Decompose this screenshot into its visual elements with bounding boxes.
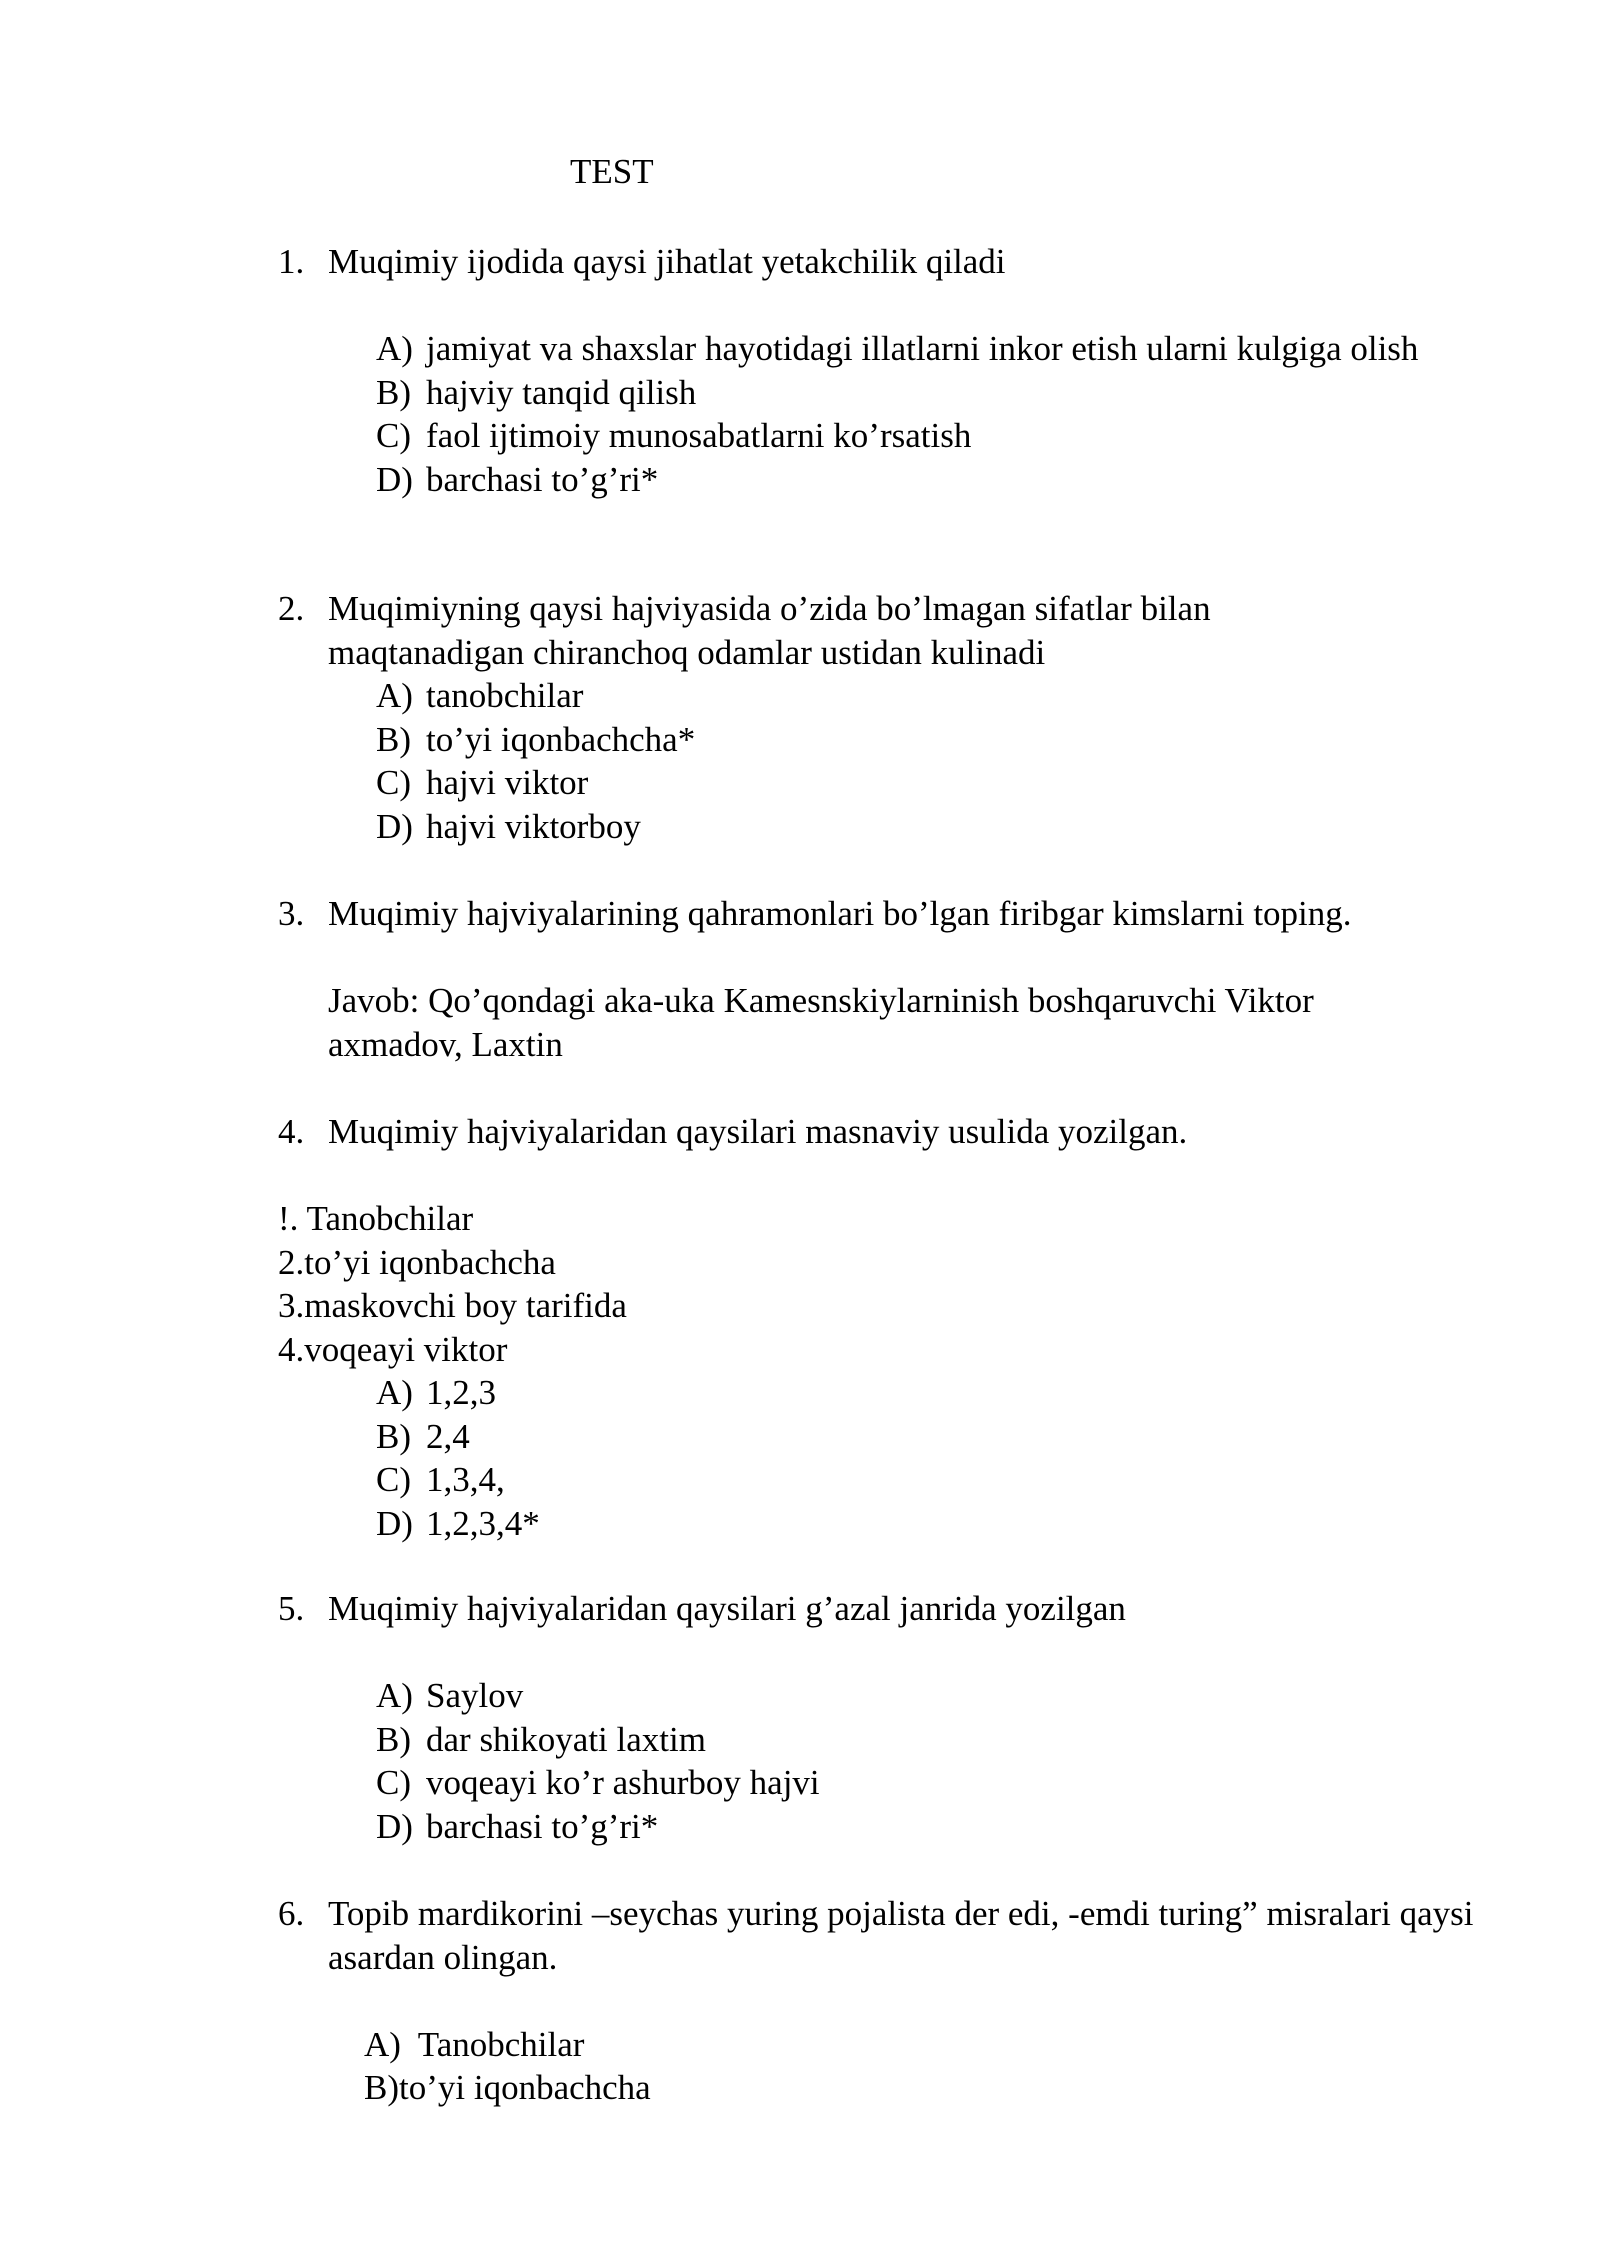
question-number: 1. <box>278 242 305 281</box>
options-list <box>376 327 1498 501</box>
option-text: to’yi iqonbachcha* <box>426 719 696 759</box>
list-item: 2.to’yi iqonbachcha <box>278 1242 556 1282</box>
options-list <box>376 674 1498 848</box>
option-d <box>376 1805 1498 1849</box>
numbered-list <box>278 1197 1498 1371</box>
option-letter: B) <box>376 1416 411 1456</box>
options-list <box>376 1674 1498 1848</box>
option-c <box>376 761 1498 805</box>
option-text: 1,2,3 <box>426 1373 496 1412</box>
option-text: tanobchilar <box>426 676 584 715</box>
option-b <box>376 1718 1498 1762</box>
option-letter: D) <box>376 1503 413 1543</box>
question-6 <box>278 1892 1498 2110</box>
option-letter: B) <box>376 372 411 412</box>
option-d <box>376 1502 1498 1546</box>
option-b <box>376 1415 1498 1459</box>
option-d <box>376 805 1498 849</box>
option-letter: D) <box>376 459 413 499</box>
question-text: Muqimiy hajviyalaridan qaysilari g’azal janrida yozilgan <box>328 1589 1126 1628</box>
option-c <box>376 1458 1498 1502</box>
option-b <box>376 371 1498 415</box>
option-b: B)to’yi iqonbachcha <box>364 2068 651 2107</box>
question-text: Muqimiy ijodida qaysi jihatlat yetakchilik qiladi <box>328 242 1006 281</box>
option-text: hajvi viktorboy <box>426 806 641 846</box>
option-text: voqeayi ko’r ashurboy hajvi <box>426 1763 820 1802</box>
question-text: Muqimiy hajviyalaridan qaysilari masnaviy usulida yozilgan. <box>328 1112 1188 1151</box>
option-a <box>376 327 1498 371</box>
option-letter: B) <box>376 719 411 759</box>
option-text: 1,3,4, <box>426 1460 505 1499</box>
page-title: TEST <box>570 152 654 191</box>
option-text: barchasi to’g’ri* <box>426 459 659 499</box>
question-number: 2. <box>278 589 305 628</box>
options-list <box>376 1371 1498 1545</box>
option-letter: C) <box>376 1763 411 1802</box>
option-text: faol ijtimoiy munosabatlarni ko’rsatish <box>426 416 972 455</box>
options-list <box>364 2023 1498 2110</box>
option-letter: A) <box>376 1373 413 1412</box>
list-item: 3.maskovchi boy tarifida <box>278 1286 627 1325</box>
option-text: Saylov <box>426 1676 524 1715</box>
option-b <box>376 718 1498 762</box>
question-4 <box>278 1110 1498 1545</box>
option-letter: B) <box>376 1719 411 1759</box>
question-number: 6. <box>278 1894 305 1933</box>
option-letter: D) <box>376 806 413 846</box>
question-5 <box>278 1587 1498 1848</box>
answer-text: Javob: Qo’qondagi aka-uka Kamesnskiylarninish boshqaruvchi Viktor axmadov, Laxtin <box>328 981 1314 1064</box>
question-1 <box>278 240 1498 501</box>
option-text: hajvi viktor <box>426 763 589 802</box>
option-text: hajviy tanqid qilish <box>426 372 697 412</box>
list-item: 4.voqeayi viktor <box>278 1329 508 1369</box>
question-number: 3. <box>278 894 305 933</box>
option-letter: A) <box>376 676 413 715</box>
question-number: 5. <box>278 1589 305 1628</box>
option-letter: C) <box>376 416 411 455</box>
option-text: jamiyat va shaxslar hayotidagi illatlarni inkor etish ularni kulgiga olish <box>426 329 1419 368</box>
option-a: A) Tanobchilar <box>364 2024 585 2064</box>
list-item: !. Tanobchilar <box>278 1199 474 1238</box>
option-text: 2,4 <box>426 1416 470 1456</box>
option-letter: A) <box>376 1676 413 1715</box>
question-3 <box>278 892 1498 1066</box>
option-text: 1,2,3,4* <box>426 1503 540 1543</box>
question-text: Muqimiy hajviyalarining qahramonlari bo’lgan firibgar kimslarni toping. <box>328 894 1352 933</box>
question-text: Topib mardikorini –seychas yuring pojalista der edi, -emdi turing” misralari qaysi asardan olingan. <box>328 1894 1474 1977</box>
option-letter: C) <box>376 1460 411 1499</box>
option-a <box>376 1674 1498 1718</box>
option-letter: D) <box>376 1806 413 1846</box>
question-number: 4. <box>278 1112 305 1151</box>
option-letter: A) <box>376 329 413 368</box>
question-text: Muqimiyning qaysi hajviyasida o’zida bo’lmagan sifatlar bilan maqtanadigan chiranchoq odamlar ustidan kulinadi <box>328 589 1211 672</box>
option-a <box>376 674 1498 718</box>
option-c <box>376 1761 1498 1805</box>
option-text: dar shikoyati laxtim <box>426 1719 706 1759</box>
option-a <box>376 1371 1498 1415</box>
option-text: barchasi to’g’ri* <box>426 1806 659 1846</box>
question-2 <box>278 587 1498 848</box>
option-letter: C) <box>376 763 411 802</box>
option-c <box>376 414 1498 458</box>
option-d <box>376 458 1498 502</box>
